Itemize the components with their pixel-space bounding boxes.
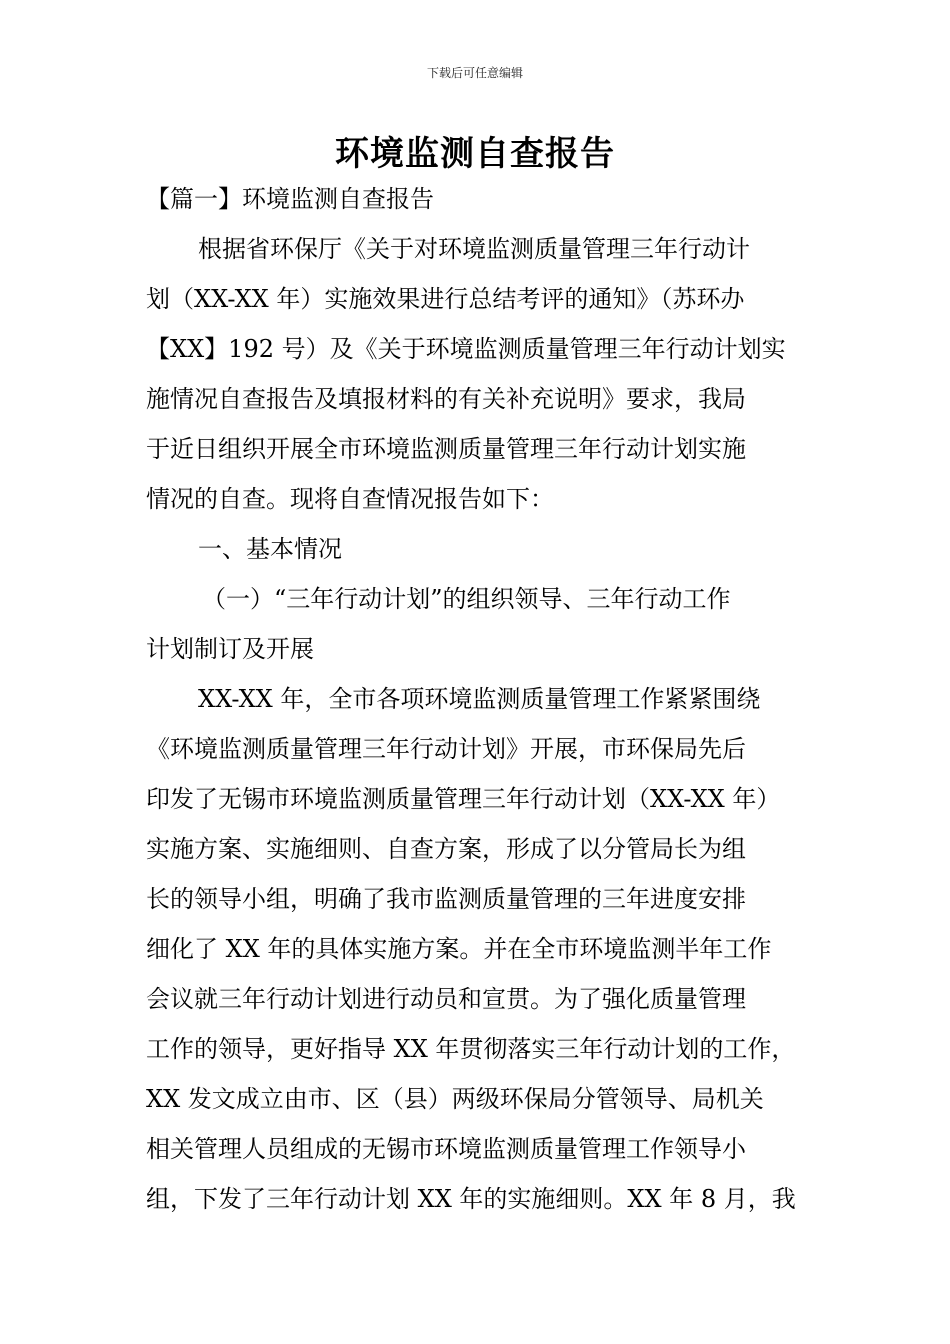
- page-header-note: 下载后可任意编辑: [426, 66, 523, 80]
- paragraph-line: 相关管理人员组成的无锡市环境监测质量管理工作领导小: [146, 1135, 746, 1163]
- paragraph-line: 长的领导小组，明确了我市监测质量管理的三年进度安排: [146, 885, 746, 913]
- paragraph-line: 会议就三年行动计划进行动员和宣贯。为了强化质量管理: [146, 985, 746, 1013]
- paragraph-line: XX 发文成立由市、区（县）两级环保局分管领导、局机关: [146, 1085, 764, 1113]
- paragraph-line: 工作的领导，更好指导 XX 年贯彻落实三年行动计划的工作，: [146, 1035, 796, 1063]
- paragraph-line: 印发了无锡市环境监测质量管理三年行动计划（XX-XX 年）: [146, 785, 781, 813]
- paragraph-line: 《环境监测质量管理三年行动计划》开展，市环保局先后: [146, 735, 746, 763]
- paragraph-line: 于近日组织开展全市环境监测质量管理三年行动计划实施: [146, 435, 746, 463]
- paragraph-line: 划（XX-XX 年）实施效果进行总结考评的通知》（苏环办: [146, 285, 745, 313]
- subsection-heading: （一）“三年行动计划”的组织领导、三年行动工作: [202, 585, 731, 613]
- paragraph-line: 细化了 XX 年的具体实施方案。并在全市环境监测半年工作: [146, 935, 772, 963]
- section-heading: 【篇一】环境监测自查报告: [146, 185, 434, 213]
- subsection-heading: 一、基本情况: [198, 535, 342, 563]
- document-title: 环境监测自查报告: [335, 134, 615, 174]
- paragraph-line: 施情况自查报告及填报材料的有关补充说明》要求，我局: [146, 385, 746, 413]
- paragraph-line: 【XX】192 号）及《关于环境监测质量管理三年行动计划实: [146, 335, 786, 363]
- paragraph-line: XX-XX 年，全市各项环境监测质量管理工作紧紧围绕: [198, 685, 761, 713]
- paragraph-line: 根据省环保厅《关于对环境监测质量管理三年行动计: [198, 235, 750, 263]
- paragraph-line: 情况的自查。现将自查情况报告如下：: [146, 485, 554, 513]
- paragraph-line: 实施方案、实施细则、自查方案，形成了以分管局长为组: [146, 835, 746, 863]
- paragraph-line: 组，下发了三年行动计划 XX 年的实施细则。XX 年 8 月，我: [146, 1185, 796, 1213]
- document-body: [146, 174, 810, 1224]
- subsection-heading: 计划制订及开展: [146, 635, 314, 663]
